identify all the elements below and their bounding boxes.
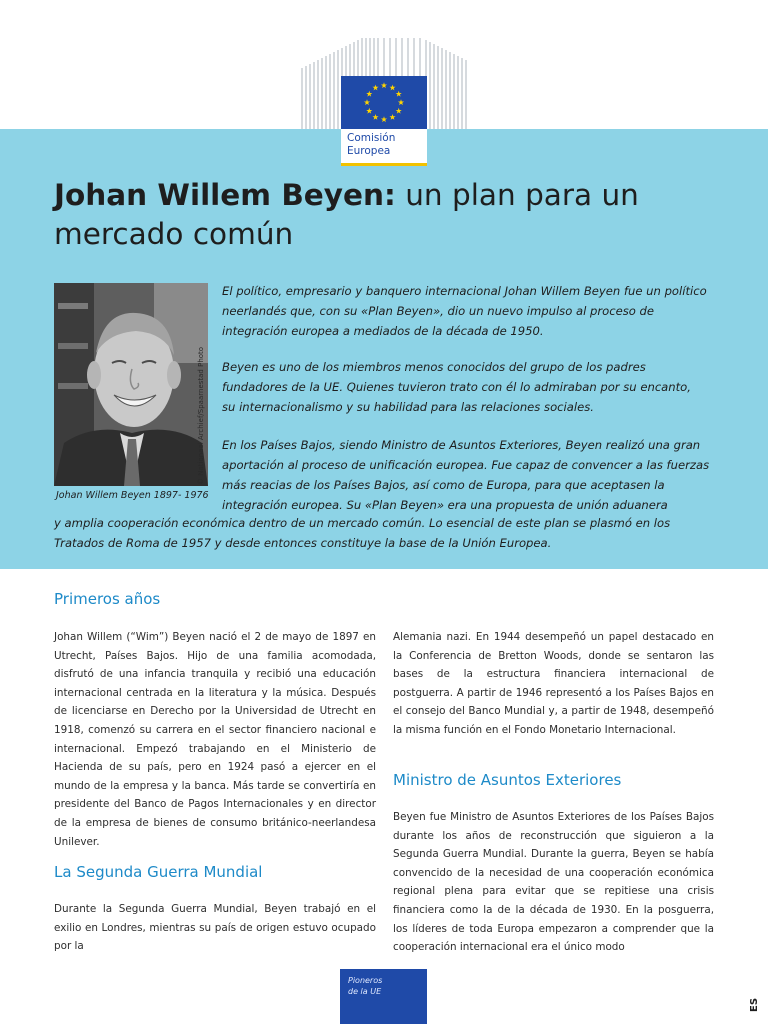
title-line-2: mercado común xyxy=(54,217,294,251)
portrait-photo xyxy=(54,283,208,486)
intro-paragraph-1: El político, empresario y banquero internacional Johan Willem Beyen fue un político neerlandés que, con su «Plan Beyen», dio un nuevo impulso al proceso de integración europea a mediados de la década de 1950. xyxy=(222,284,707,338)
eu-flag-icon xyxy=(341,76,427,129)
series-tag xyxy=(340,969,427,1024)
title-name: Johan Willem Beyen: xyxy=(54,178,396,212)
section-text-world-war-continued: Alemania nazi. En 1944 desempeñó un papel destacado en la Conferencia de Bretton Woods, donde se sentaron las bases de la estructura financiera internacional de postguerra. A partir de 1946 representó a los Países Bajos en el consejo del Banco Mundial y, a partir de 1948, desempeñó la misma función en el Fondo Monetario Internacional. xyxy=(393,631,714,736)
logo-text xyxy=(347,132,425,158)
eu-star-icon xyxy=(381,116,387,122)
intro-paragraph-2: Beyen es uno de los miembros menos conocidos del grupo de los padres fundadores de la UE. Quienes tuvieron trato con él lo admiraban por su encanto, su internacionalismo y su habilidad para las relaciones sociales. xyxy=(222,360,691,414)
eu-star-icon xyxy=(398,99,404,105)
eu-star-icon xyxy=(389,85,395,91)
section-title-early-years: Primeros años xyxy=(54,590,161,608)
logo-base-line xyxy=(341,163,427,166)
section-text-foreign-minister: Beyen fue Ministro de Asuntos Exteriores de los Países Bajos durante los años de reconstrucción que siguieron a la Segunda Guerra Mundial. Durante la guerra, Beyen se había convencido de la necesidad de una cooperación económica regional plena para evitar que se repitiese una crisis financiera como la de la década de 1930. En la posguerra, los líderes de toda Europa empezaron a comprender que la cooperación internacional era el único modo xyxy=(393,811,714,954)
intro-paragraph-3-continued: y amplia cooperación económica dentro de un mercado común. Lo esencial de este plan se plasmó en los Tratados de Roma de 1957 y desde entonces constituye la base de la Unión Europea. xyxy=(54,516,671,550)
page-title xyxy=(54,176,734,254)
section-title-foreign-minister: Ministro de Asuntos Exteriores xyxy=(393,771,622,789)
eu-star-icon xyxy=(366,108,372,114)
photo-credit: © Nationaal Archief/Spaarnestad Photo xyxy=(197,346,205,485)
eu-star-icon xyxy=(364,99,370,105)
section-text-early-years: Johan Willem (“Wim”) Beyen nació el 2 de mayo de 1897 en Utrecht, Países Bajos. Hijo de una familia acomodada, disfrutó de una infancia tranquila y recibió una educación internacional centrada en la literatura y la música. Después de licenciarse en Derecho por la Universidad de Utrecht en 1918, comenzó su carrera en el sector financiero nacional e internacional. Empezó trabajando en el Ministerio de Hacienda de su país, pero en 1924 pasó a ejercer en el mundo de la empresa y la banca. Más tarde se convertiría en presidente del Banco de Pagos Internacionales y en director de la empresa de bienes de consumo británico-neerlandesa Unilever. xyxy=(54,631,376,848)
eu-star-icon xyxy=(372,114,378,120)
logo-line-2: Europea xyxy=(347,145,391,157)
eu-star-icon xyxy=(396,91,402,97)
logo-line-1: Comisión xyxy=(347,132,396,144)
section-title-world-war: La Segunda Guerra Mundial xyxy=(54,863,263,881)
eu-star-icon xyxy=(396,108,402,114)
title-rest: un plan para un xyxy=(395,178,639,212)
series-line-2: de la UE xyxy=(348,987,382,996)
series-tag-text xyxy=(348,975,424,997)
eu-star-icon xyxy=(366,91,372,97)
intro-paragraph-3: En los Países Bajos, siendo Ministro de Asuntos Exteriores, Beyen realizó una gran aportación al proceso de unificación europea. Fue capaz de convencer a las fuerzas más reacias de los Países Bajos, así como de Europa, para que aceptasen la integración europea. Su «Plan Beyen» era una propuesta de unión aduanera xyxy=(222,438,710,512)
eu-star-icon xyxy=(389,114,395,120)
photo-caption: Johan Willem Beyen 1897- 1976 xyxy=(56,490,209,501)
language-code: ES xyxy=(749,997,760,1012)
eu-star-icon xyxy=(372,85,378,91)
eu-star-icon xyxy=(381,82,387,88)
series-line-1: Pioneros xyxy=(348,976,383,985)
european-commission-logo xyxy=(341,76,427,166)
section-text-world-war: Durante la Segunda Guerra Mundial, Beyen trabajó en el exilio en Londres, mientras su país de origen estuvo ocupado por la xyxy=(54,903,376,953)
